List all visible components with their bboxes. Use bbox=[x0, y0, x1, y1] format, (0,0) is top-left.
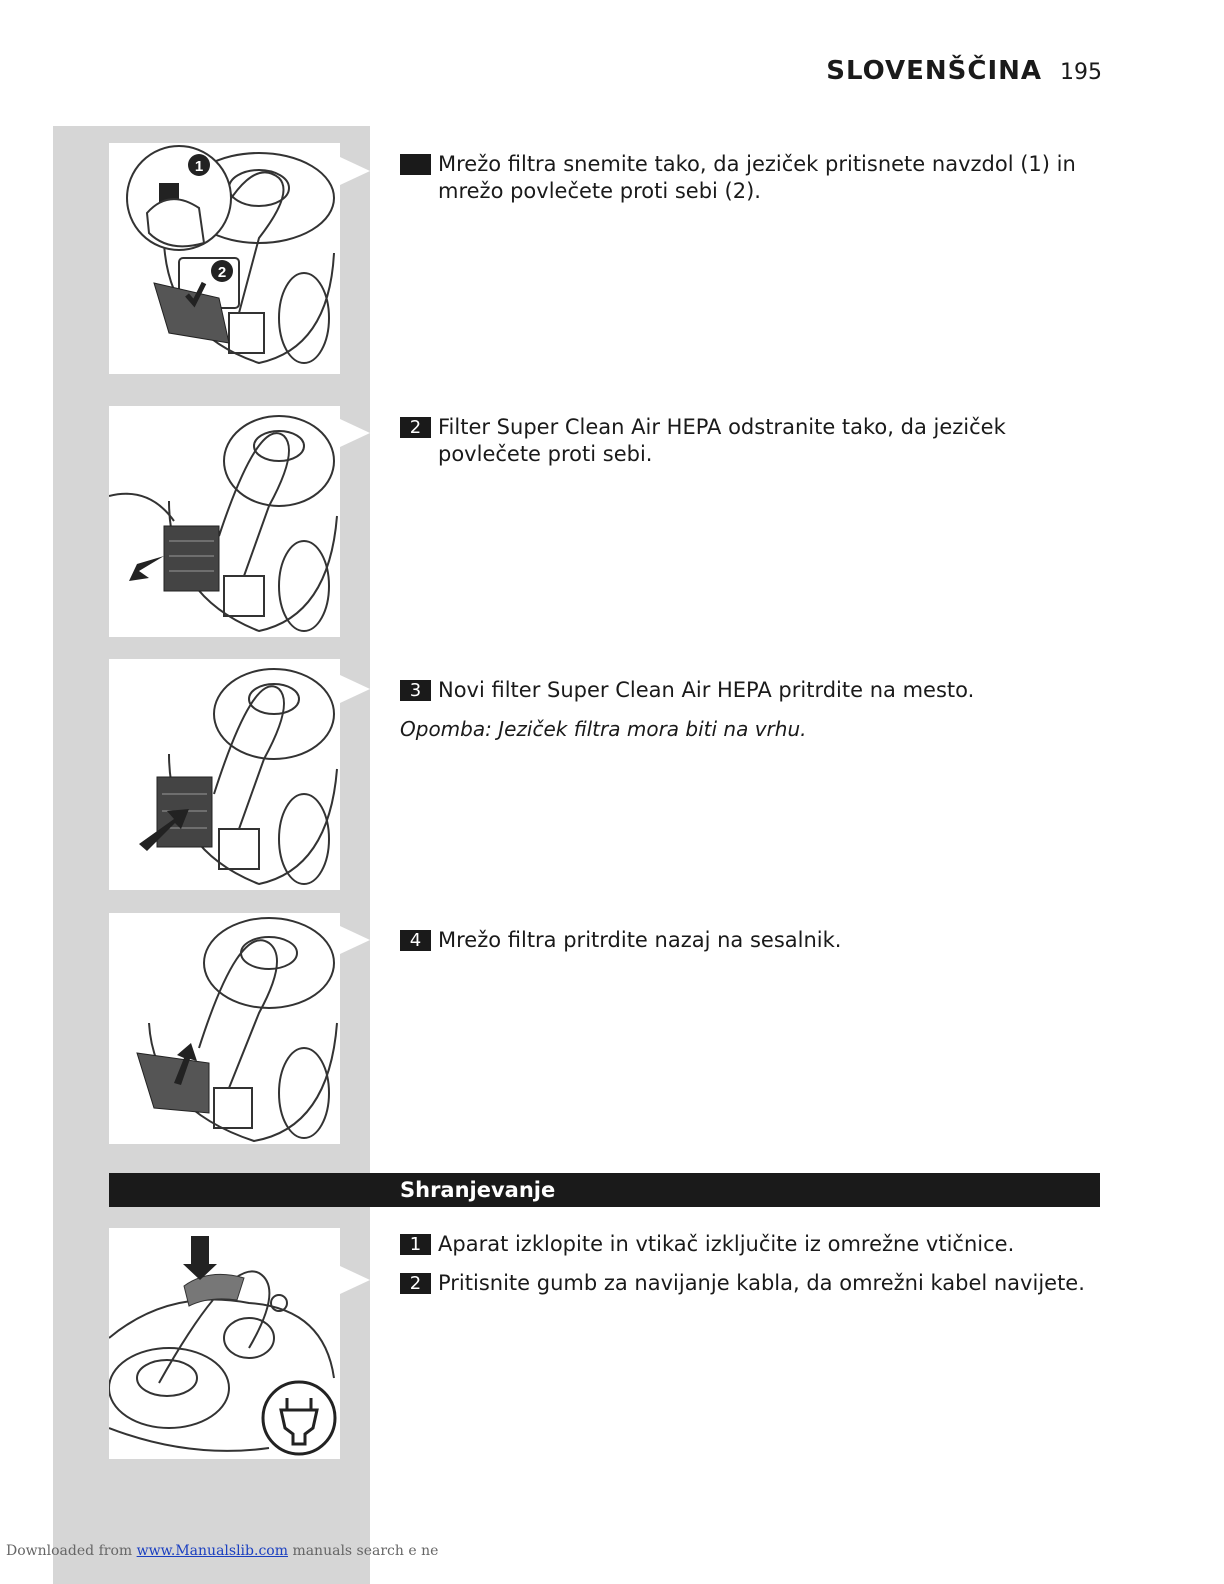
language-heading: SLOVENŠČINA bbox=[826, 56, 1042, 86]
section-header bbox=[109, 1173, 1100, 1207]
step-text: Pritisnite gumb za navijanje kabla, da omrežni kabel navijete. bbox=[438, 1271, 1085, 1295]
step-number: 1 bbox=[400, 1234, 431, 1255]
step-number: 4 bbox=[400, 930, 431, 951]
page-number: 195 bbox=[1060, 60, 1102, 85]
vacuum-illustration-4 bbox=[109, 913, 340, 1144]
pointer-arrow bbox=[340, 419, 370, 447]
vacuum-pull-filter-icon bbox=[109, 406, 340, 637]
page-header bbox=[826, 56, 1102, 86]
pointer-arrow bbox=[340, 1266, 370, 1294]
step-2 bbox=[400, 414, 1100, 468]
step-text: Aparat izklopite in vtikač izključite iz omrežne vtičnice. bbox=[438, 1232, 1015, 1256]
step-number: 3 bbox=[400, 680, 431, 701]
cord-rewind-illustration-icon bbox=[109, 1228, 340, 1459]
step-text: Mrežo filtra pritrdite nazaj na sesalnik. bbox=[438, 928, 842, 952]
step-number bbox=[400, 154, 431, 175]
vacuum-illustration-3 bbox=[109, 659, 340, 890]
section-title: Shranjevanje bbox=[400, 1178, 556, 1202]
footer bbox=[6, 1543, 438, 1559]
step-text: Mrežo filtra snemite tako, da jeziček pritisnete navzdol (1) in mrežo povlečete proti sebi (2). bbox=[438, 152, 1076, 203]
footer-prefix: Downloaded from bbox=[6, 1543, 133, 1559]
step-4 bbox=[400, 927, 1100, 954]
footer-suffix: manuals search e ne bbox=[292, 1543, 439, 1559]
step-number: 2 bbox=[400, 417, 431, 438]
vacuum-insert-filter-icon bbox=[109, 659, 340, 890]
step-1 bbox=[400, 151, 1100, 205]
pointer-arrow bbox=[340, 926, 370, 954]
vacuum-illustration-1 bbox=[109, 143, 340, 374]
storage-step-2 bbox=[400, 1270, 1100, 1297]
pointer-arrow bbox=[340, 675, 370, 703]
step-text: Filter Super Clean Air HEPA odstranite tako, da jeziček povlečete proti sebi. bbox=[438, 415, 1006, 466]
vacuum-illustration-2 bbox=[109, 406, 340, 637]
step-number: 2 bbox=[400, 1273, 431, 1294]
manualslib-link[interactable]: www.Manualslib.com bbox=[136, 1543, 288, 1559]
vacuum-illustration-storage bbox=[109, 1228, 340, 1459]
note-text: Opomba: Jeziček filtra mora biti na vrhu. bbox=[400, 717, 807, 741]
step-3 bbox=[400, 677, 1100, 704]
step-text: Novi filter Super Clean Air HEPA pritrdite na mesto. bbox=[438, 678, 975, 702]
vacuum-remove-grille-icon bbox=[109, 143, 340, 374]
vacuum-attach-grille-icon bbox=[109, 913, 340, 1144]
callout-number: 1 bbox=[194, 158, 204, 175]
pointer-arrow bbox=[340, 157, 370, 185]
storage-step-1 bbox=[400, 1231, 1100, 1258]
callout-number: 2 bbox=[217, 264, 227, 281]
